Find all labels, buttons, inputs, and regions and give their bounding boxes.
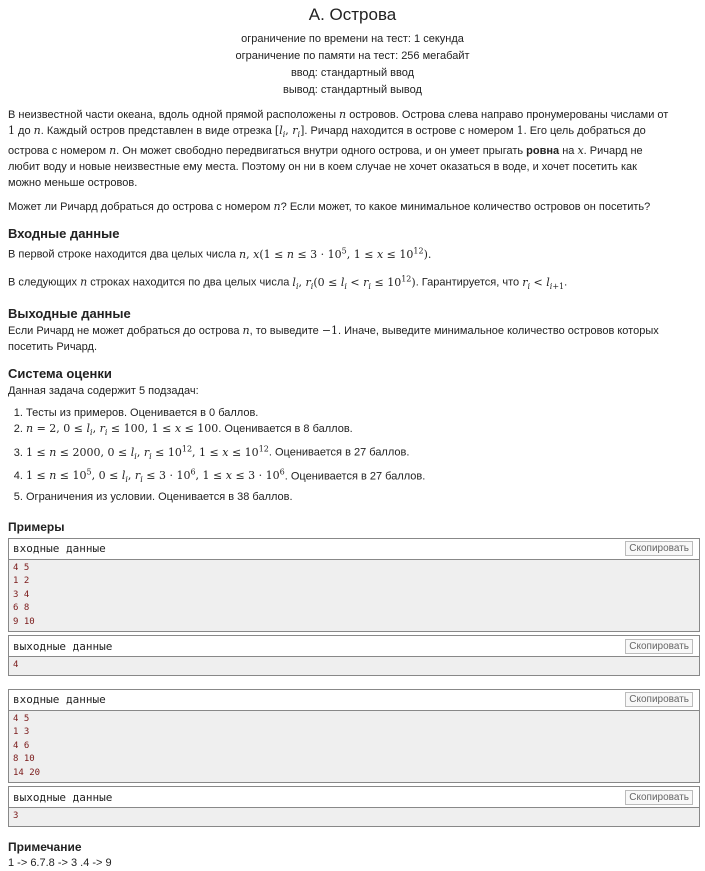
example-2-output xyxy=(8,786,700,827)
limits-block xyxy=(8,31,697,99)
example-output-text: 4 xyxy=(9,657,699,675)
time-limit: ограничение по времени на тест: 1 секунда xyxy=(241,33,464,45)
statement-paragraph-2: Может ли Ричард добраться до острова с номером n? Если может, то какое минимальное количество островов он посетить? xyxy=(8,200,651,214)
scoring-heading: Система оценки xyxy=(8,365,112,381)
input-label: входные данные xyxy=(13,542,106,556)
example-input-text: 4 5 1 3 4 6 8 10 14 20 xyxy=(9,711,699,783)
copy-button[interactable]: Скопировать xyxy=(625,639,693,654)
memory-limit: ограничение по памяти на тест: 256 мегабайт xyxy=(235,50,470,62)
bold-exactly: ровна xyxy=(526,145,560,158)
output-line: Если Ричард не может добраться до острова n, то выведите −1. Иначе, выведите минимальное количество островов которых посетить Ричард. xyxy=(8,323,659,353)
subtask-list xyxy=(8,405,697,505)
output-label: выходные данные xyxy=(13,790,113,804)
statement-paragraph-1: В неизвестной части океана, вдоль одной прямой расположены n островов. Острова слева направо пронумерованы числами от 1 до n. Каждый остров представлен в виде отрезка [$l_i$, $r_i$]. Ричард находится в острове с номером 1. Его цель добраться до острова с номером n. Он может свободно передвигаться внутри одного острова, и он умеет прыгать ровна на x. Ричард не любит воду и новые неизвестные ему места. Поэтому он ни в коем случае не хочет оказаться в воде, и хочет посетить как можно меньше островов. xyxy=(8,108,669,190)
problem-title: A. Острова xyxy=(308,5,397,24)
subtask-item: 4. $1 \le n \le 10^5$, $0 \le l_i$, $r_i \le 3 \cdot 10^6$, $1 \le x \le 3 \cdot 10^6$. Оценивается в 27 баллов. xyxy=(26,465,697,489)
example-1-input xyxy=(8,538,700,633)
input-line-1: В первой строке находится два целых числа n, $x(1 \le n \le 3 \cdot 10^5$, $1 \le x \le 10^{12}$). xyxy=(8,246,432,261)
subtask-item: 2. n = 2, $0 \le l_i$, $r_i \le 100$, 1 ≤ x ≤ 100. Оценивается в 8 баллов. xyxy=(26,421,697,441)
input-heading: Входные данные xyxy=(8,226,120,242)
copy-button[interactable]: Скопировать xyxy=(625,692,693,707)
output-label: выходные данные xyxy=(13,639,113,653)
example-1-output xyxy=(8,635,700,676)
subtask-item: 5. Ограничения из условии. Оценивается в 38 баллов. xyxy=(26,489,697,505)
input-line-2: В следующих n строках находится по два целых числа $l_i$, $r_i(0 \le l_i < r_i \le 10^{12})$. Гарантируется, что $r_i < l_{i+1}$. xyxy=(8,273,568,291)
example-input-text: 4 5 1 2 3 4 6 8 9 10 xyxy=(9,560,699,632)
subtask-item: 1. Тесты из примеров. Оценивается в 0 баллов. xyxy=(26,405,697,421)
output-spec: вывод: стандартный вывод xyxy=(283,84,422,96)
copy-button[interactable]: Скопировать xyxy=(625,541,693,556)
input-spec: ввод: стандартный ввод xyxy=(290,67,415,79)
note-heading: Примечание xyxy=(8,839,82,854)
subtask-item: 3. 1 ≤ n ≤ 2000, $0 \le l_i$, $r_i \le 10^{12}$, $1 \le x \le 10^{12}$. Оценивается в 27 баллов. xyxy=(26,441,697,465)
copy-button[interactable]: Скопировать xyxy=(625,790,693,805)
example-2-input xyxy=(8,689,700,784)
input-label: входные данные xyxy=(13,693,106,707)
scoring-intro: Данная задача содержит 5 подзадач: xyxy=(8,384,199,397)
output-heading: Выходные данные xyxy=(8,305,131,321)
note-text: 1 -> 6.7.8 -> 3 .4 -> 9 xyxy=(8,856,112,869)
example-output-text: 3 xyxy=(9,808,699,826)
examples-heading: Примеры xyxy=(8,519,65,534)
